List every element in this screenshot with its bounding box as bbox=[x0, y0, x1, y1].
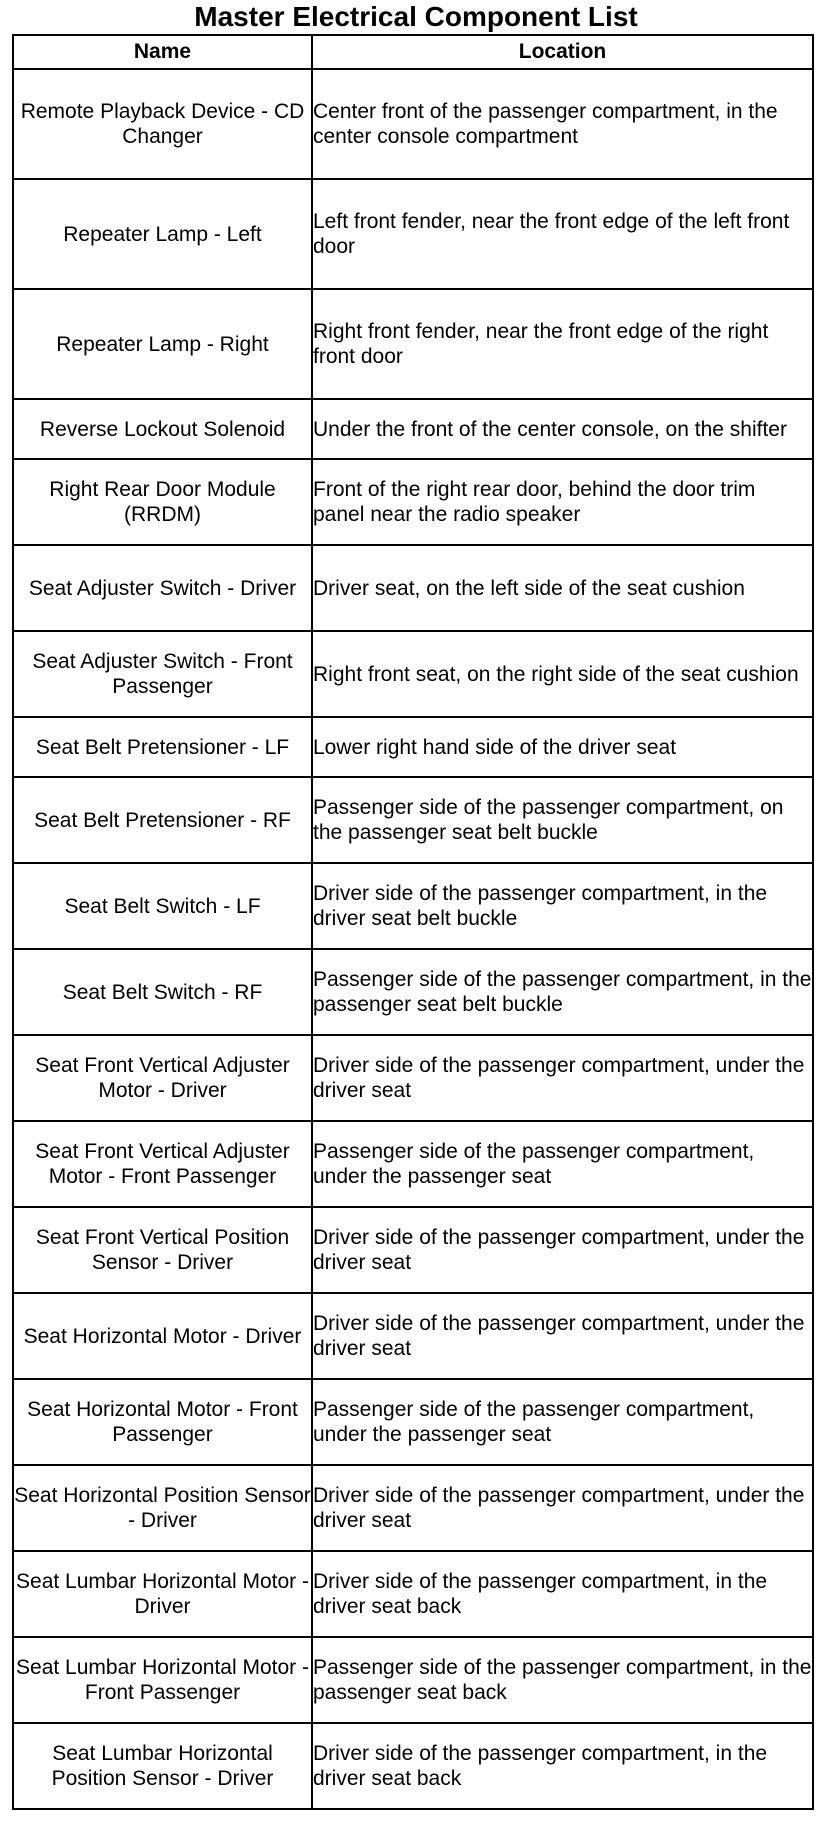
table-row bbox=[13, 949, 813, 1035]
component-location: Driver side of the passenger compartment, under the driver seat bbox=[312, 1207, 813, 1293]
table-row bbox=[13, 179, 813, 289]
component-location: Driver side of the passenger compartment, in the driver seat back bbox=[312, 1551, 813, 1637]
table-row bbox=[13, 1379, 813, 1465]
table-row bbox=[13, 69, 813, 179]
component-name: Seat Adjuster Switch - Driver bbox=[13, 545, 312, 631]
table-row bbox=[13, 399, 813, 459]
location-column-header: Location bbox=[312, 35, 813, 69]
name-column-header: Name bbox=[13, 35, 312, 69]
table-row bbox=[13, 1551, 813, 1637]
component-location: Passenger side of the passenger compartment, under the passenger seat bbox=[312, 1121, 813, 1207]
component-location: Driver seat, on the left side of the seat cushion bbox=[312, 545, 813, 631]
component-name: Seat Belt Pretensioner - RF bbox=[13, 777, 312, 863]
component-name: Seat Lumbar Horizontal Motor - Front Passenger bbox=[13, 1637, 312, 1723]
table-row bbox=[13, 717, 813, 777]
component-name: Seat Adjuster Switch - Front Passenger bbox=[13, 631, 312, 717]
table-row bbox=[13, 1465, 813, 1551]
component-name: Seat Belt Switch - RF bbox=[13, 949, 312, 1035]
component-name: Repeater Lamp - Left bbox=[13, 179, 312, 289]
component-name: Seat Front Vertical Adjuster Motor - Driver bbox=[13, 1035, 312, 1121]
component-name: Seat Belt Pretensioner - LF bbox=[13, 717, 312, 777]
component-location: Passenger side of the passenger compartment, on the passenger seat belt buckle bbox=[312, 777, 813, 863]
component-name: Seat Front Vertical Position Sensor - Driver bbox=[13, 1207, 312, 1293]
header-row bbox=[13, 35, 813, 69]
component-name: Seat Horizontal Motor - Driver bbox=[13, 1293, 312, 1379]
table-row bbox=[13, 459, 813, 545]
component-name: Seat Belt Switch - LF bbox=[13, 863, 312, 949]
component-location: Right front seat, on the right side of the seat cushion bbox=[312, 631, 813, 717]
component-location: Center front of the passenger compartment, in the center console compartment bbox=[312, 69, 813, 179]
component-location: Driver side of the passenger compartment, under the driver seat bbox=[312, 1035, 813, 1121]
table-row bbox=[13, 863, 813, 949]
component-name: Seat Horizontal Position Sensor - Driver bbox=[13, 1465, 312, 1551]
component-name: Reverse Lockout Solenoid bbox=[13, 399, 312, 459]
component-name: Seat Lumbar Horizontal Motor - Driver bbox=[13, 1551, 312, 1637]
table-row bbox=[13, 545, 813, 631]
table-row bbox=[13, 631, 813, 717]
table-row bbox=[13, 1121, 813, 1207]
table-row bbox=[13, 1723, 813, 1809]
component-location: Driver side of the passenger compartment, under the driver seat bbox=[312, 1465, 813, 1551]
component-table bbox=[12, 34, 814, 1810]
table-row bbox=[13, 1207, 813, 1293]
component-location: Passenger side of the passenger compartment, in the passenger seat belt buckle bbox=[312, 949, 813, 1035]
component-location: Driver side of the passenger compartment, under the driver seat bbox=[312, 1293, 813, 1379]
component-location: Lower right hand side of the driver seat bbox=[312, 717, 813, 777]
component-location: Front of the right rear door, behind the door trim panel near the radio speaker bbox=[312, 459, 813, 545]
table-row bbox=[13, 1637, 813, 1723]
component-name: Seat Horizontal Motor - Front Passenger bbox=[13, 1379, 312, 1465]
component-location: Right front fender, near the front edge of the right front door bbox=[312, 289, 813, 399]
component-location: Driver side of the passenger compartment, in the driver seat belt buckle bbox=[312, 863, 813, 949]
component-location: Driver side of the passenger compartment, in the driver seat back bbox=[312, 1723, 813, 1809]
component-location: Passenger side of the passenger compartment, in the passenger seat back bbox=[312, 1637, 813, 1723]
page-title: Master Electrical Component List bbox=[194, 1, 638, 32]
component-name: Right Rear Door Module (RRDM) bbox=[13, 459, 312, 545]
table-row bbox=[13, 777, 813, 863]
component-location: Passenger side of the passenger compartment, under the passenger seat bbox=[312, 1379, 813, 1465]
component-name: Repeater Lamp - Right bbox=[13, 289, 312, 399]
table-row bbox=[13, 289, 813, 399]
component-location: Under the front of the center console, on the shifter bbox=[312, 399, 813, 459]
component-name: Seat Front Vertical Adjuster Motor - Front Passenger bbox=[13, 1121, 312, 1207]
component-name: Seat Lumbar Horizontal Position Sensor - Driver bbox=[13, 1723, 312, 1809]
table-row bbox=[13, 1035, 813, 1121]
table-row bbox=[13, 1293, 813, 1379]
component-location: Left front fender, near the front edge of the left front door bbox=[312, 179, 813, 289]
component-name: Remote Playback Device - CD Changer bbox=[13, 69, 312, 179]
